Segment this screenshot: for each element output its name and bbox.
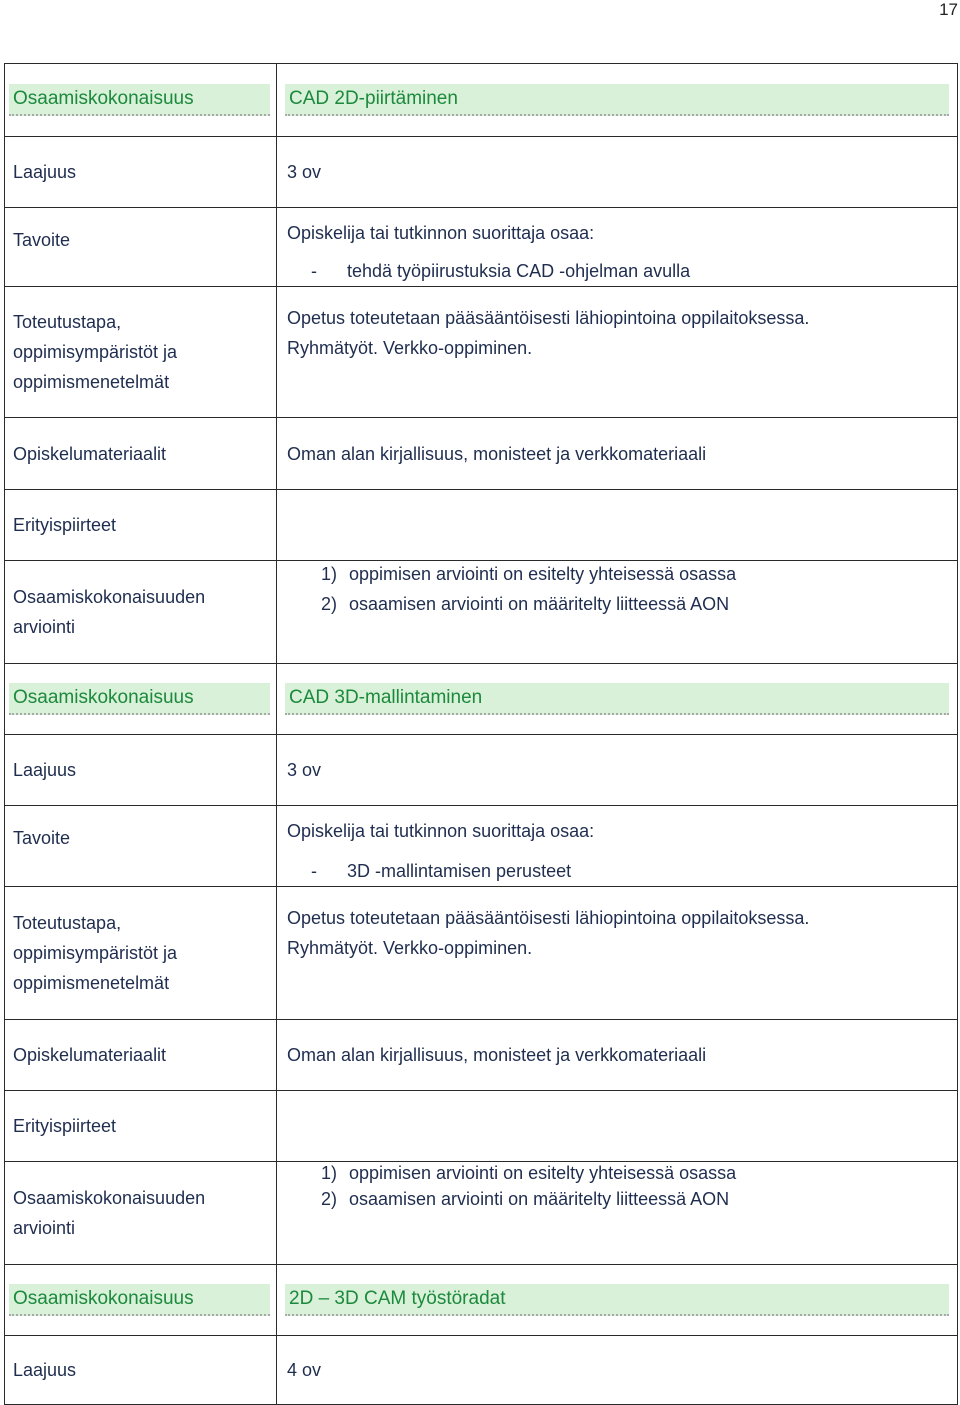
arviointi-label-line: arviointi (13, 1218, 76, 1238)
toteutus-line: Ryhmätyöt. Verkko-oppiminen. (287, 938, 533, 958)
toteutus-label-line: oppimisympäristöt ja (13, 943, 178, 963)
section-header-label: Osaamiskokonaisuus (13, 88, 194, 109)
materiaalit-label: Opiskelumateriaalit (13, 1045, 167, 1065)
laajuus-label: Laajuus (13, 162, 77, 182)
materiaalit-value: Oman alan kirjallisuus, monisteet ja verkkomateriaali (287, 443, 707, 464)
toteutus-row (5, 287, 958, 418)
list-item: - 3D -mallintamisen perusteet (311, 861, 572, 881)
laajuus-value: 3 ov (287, 162, 322, 182)
arviointi-row (5, 1162, 958, 1265)
erityis-row (5, 490, 958, 561)
list-item: 1) oppimisen arviointi on esitelty yhteisessä osassa (321, 564, 737, 584)
list-item: - tehdä työpiirustuksia CAD -ohjelman avulla (311, 261, 691, 281)
materiaalit-value: Oman alan kirjallisuus, monisteet ja verkkomateriaali (287, 1045, 707, 1065)
list-item: 2) osaamisen arviointi on määritelty liitteessä AON (321, 594, 730, 614)
arviointi-row (5, 561, 958, 664)
list-item: 1) oppimisen arviointi on esitelty yhteisessä osassa (321, 1163, 737, 1183)
section-header-label: Osaamiskokonaisuus (13, 687, 194, 708)
laajuus-value: 4 ov (287, 1360, 322, 1380)
materiaalit-row (5, 1020, 958, 1091)
tavoite-list (287, 856, 947, 886)
toteutus-line: Opetus toteutetaan pääsääntöisesti lähiopintoina oppilaitoksessa. (287, 908, 810, 928)
materiaalit-label: Opiskelumateriaalit (13, 443, 167, 464)
list-item: 2) osaamisen arviointi on määritelty liitteessä AON (321, 1189, 730, 1209)
erityis-label: Erityispiirteet (13, 515, 117, 535)
tavoite-label: Tavoite (13, 230, 71, 250)
arviointi-list (277, 1160, 947, 1212)
laajuus-row (5, 735, 958, 806)
toteutus-line: Opetus toteutetaan pääsääntöisesti lähiopintoina oppilaitoksessa. (287, 308, 810, 328)
section-header-label: Osaamiskokonaisuus (13, 1288, 194, 1309)
erityis-label: Erityispiirteet (13, 1116, 117, 1136)
erityis-row (5, 1091, 958, 1162)
toteutus-row (5, 887, 958, 1020)
section-header-row (5, 1265, 958, 1336)
section-title: CAD 2D-piirtäminen (289, 88, 458, 109)
arviointi-label-line: arviointi (13, 617, 76, 637)
arviointi-label-line: Osaamiskokonaisuuden (13, 587, 206, 607)
toteutus-label-line: Toteutustapa, (13, 913, 122, 933)
page-number: 17 (939, 0, 958, 19)
tavoite-intro: Opiskelija tai tutkinnon suorittaja osaa: (287, 821, 595, 841)
section-header-row (5, 664, 958, 735)
toteutus-label-line: oppimismenetelmät (13, 372, 170, 392)
section-header-row (5, 64, 958, 137)
tavoite-row (5, 208, 958, 287)
laajuus-label: Laajuus (13, 760, 77, 780)
toteutus-label-line: oppimisympäristöt ja (13, 342, 178, 362)
curriculum-table (4, 63, 958, 1405)
laajuus-value: 3 ov (287, 760, 322, 780)
arviointi-list (277, 559, 947, 619)
arviointi-label-line: Osaamiskokonaisuuden (13, 1188, 206, 1208)
laajuus-row (5, 1336, 958, 1405)
tavoite-intro: Opiskelija tai tutkinnon suorittaja osaa: (287, 223, 595, 243)
section-title: 2D – 3D CAM työstöradat (289, 1288, 506, 1309)
tavoite-label: Tavoite (13, 828, 71, 848)
tavoite-list (287, 256, 947, 286)
toteutus-line: Ryhmätyöt. Verkko-oppiminen. (287, 338, 533, 358)
toteutus-label-line: oppimismenetelmät (13, 973, 170, 993)
tavoite-row (5, 806, 958, 887)
section-title: CAD 3D-mallintaminen (289, 687, 483, 708)
laajuus-row (5, 137, 958, 208)
materiaalit-row (5, 418, 958, 490)
toteutus-label-line: Toteutustapa, (13, 312, 122, 332)
laajuus-label: Laajuus (13, 1360, 77, 1380)
